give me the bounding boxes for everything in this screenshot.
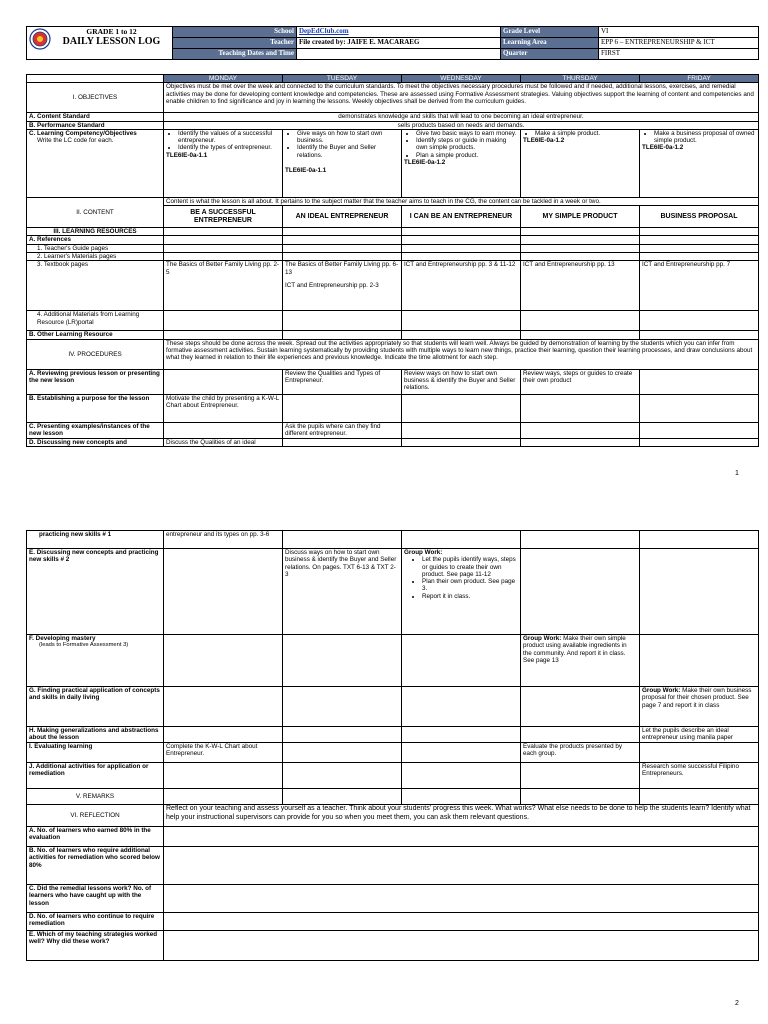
reflection-c-answer[interactable] [164, 885, 759, 913]
content-tuesday: AN IDEAL ENTREPRENEUR [283, 206, 402, 228]
textbook-tuesday [283, 261, 402, 311]
header-table [26, 26, 759, 60]
page-number-1: 1 [735, 470, 739, 477]
content-label: II. CONTENT [27, 197, 164, 227]
proc-g-friday [640, 687, 759, 727]
list-item: • Identify the types of entrepreneur. [178, 144, 280, 151]
competency-sublabel: Write the LC code for each. [37, 137, 114, 145]
proc-f-thursday [521, 635, 640, 687]
page-gap [0, 488, 768, 512]
other-resource-label: B. Other Learning Resource [27, 331, 164, 339]
textbook-friday: ICT and Entrepreneurship pp. 7 [640, 261, 759, 311]
proc-e-tuesday: Discuss ways on how to start own business & identify the Buyer and Seller relations. On pages. TXT 6-13 & TXT 2-3 [283, 549, 402, 635]
group-work-heading: Group Work: [642, 687, 681, 694]
reflection-d-answer[interactable] [164, 913, 759, 931]
content-friday: BUSINESS PROPOSAL [640, 206, 759, 228]
school-link[interactable]: DepEdClub.com [299, 27, 349, 35]
textbook-label: 3. Textbook pages [27, 261, 164, 311]
objectives-label: I. OBJECTIVES [27, 83, 164, 113]
school-label: School [173, 27, 297, 38]
lesson-table-page-2 [26, 530, 759, 961]
reflection-c-label: C. Did the remedial lessons work? No. of learners who have caught up with the lesson [27, 885, 164, 913]
competency-tuesday [283, 129, 402, 197]
proc-a-tuesday: Review the Qualities and Types of Entrepreneur. [283, 369, 402, 394]
area-label: Learning Area [501, 38, 599, 49]
lc-code: TLE6IE-0a-1.1 [166, 151, 208, 159]
lc-code: TLE6IE-0a-1.2 [404, 159, 446, 167]
school-value[interactable] [297, 27, 501, 38]
proc-e-wednesday [402, 549, 521, 635]
remarks-label: V. REMARKS [27, 789, 164, 805]
lesson-table-page-1 [26, 74, 759, 447]
resources-label: III. LEARNING RESOURCES [27, 228, 164, 236]
proc-a-label: A. Reviewing previous lesson or presenting the new lesson [27, 369, 164, 394]
title-cell [27, 27, 173, 60]
quarter-value: FIRST [599, 49, 759, 60]
day-friday: FRIDAY [640, 75, 759, 83]
tg-label: 1. Teacher's Guide pages [27, 244, 164, 252]
textbook-tuesday-1: The Basics of Better Family Living pp. 6-13 [285, 261, 399, 276]
procedures-text: These steps should be done across the week. Spread out the activities appropriately so that students will learn well. Always be guided by demonstration of learning by the students which you can infer from formative assessment activities. Sustain learning systematically by providing students with multiple ways to learn new things, practice their learning, question their learning processes, and draw conclusions about what they learned in relation to their life experiences and previous knowledge. Indicate the time allotment for each step. [164, 339, 759, 369]
list-item: • Plan their own product. See page 3. [422, 578, 518, 593]
reflection-b-label: B. No. of learners who require additional activities for remediation who scored below 80% [27, 847, 164, 885]
list-item: • Give ways on how to start own business. [297, 130, 399, 145]
reflection-e-answer[interactable] [164, 931, 759, 961]
content-text: Content is what the lesson is all about. It pertains to the subject matter that the teacher aims to teach in the CG, the content can be tackled in a week or two. [164, 197, 759, 205]
page-1 [0, 0, 768, 488]
competency-wednesday [402, 129, 521, 197]
proc-d-monday-part2: entrepreneur and its types on pp. 3-6 [164, 531, 283, 549]
proc-e-label: E. Discussing new concepts and practicing new skills # 2 [27, 549, 164, 635]
day-monday: MONDAY [164, 75, 283, 83]
page-2 [0, 512, 768, 1024]
title-grade: GRADE 1 to 12 [86, 27, 137, 36]
proc-g-label: G. Finding practical application of concepts and skills in daily living [27, 687, 164, 727]
lm-label: 2. Learner's Materials pages [27, 253, 164, 261]
objectives-text: Objectives must be met over the week and connected to the curriculum standards. To meet the objectives necessary procedures must be followed and if needed, additional lessons, exercises, and remedial activities may be done for developing content knowledge and competencies. These are assessed using Formative Assessment strategies. Valuing objectives support the learning of content and competencies and enable children to find significance and joy in learning the lessons. Weekly objectives shall be derived from the curriculum guides. [164, 83, 759, 113]
proc-b-monday: Motivate the child by presenting a K-W-L Chart about Entrepreneur. [164, 394, 283, 422]
proc-d-label-part2: practicing new skills # 1 [27, 531, 164, 549]
dates-value [297, 49, 501, 60]
proc-i-label: I. Evaluating learning [27, 743, 164, 763]
page-number-2: 2 [735, 1000, 739, 1007]
list-item: • Make a business proposal of owned simple product. [654, 130, 756, 145]
list-item: • Make a simple product. [535, 130, 637, 137]
proc-f-thursday-text: Make their own simple product using available ingredients in the community. And report it in class. See page 13 [523, 635, 627, 664]
proc-d-monday-part1: Discuss the Qualities of an ideal [164, 438, 283, 446]
content-monday: BE A SUCCESSFUL ENTREPRENEUR [164, 206, 283, 228]
competency-friday [640, 129, 759, 197]
list-item: • Identify steps or guide in making own simple products. [416, 137, 518, 152]
proc-f-label-cell [27, 635, 164, 687]
proc-c-tuesday: Ask the pupils where can they find different entrepreneur. [283, 422, 402, 438]
proc-d-label-part1: D. Discussing new concepts and [27, 438, 164, 446]
competency-thursday [521, 129, 640, 197]
lc-code: TLE6IE-0a-1.2 [523, 137, 565, 145]
references-label: A. References [27, 236, 164, 244]
performance-standard-label: B. Performance Standard [27, 121, 164, 129]
proc-i-monday: Complete the K-W-L Chart about Entrepreneur. [164, 743, 283, 763]
dates-label: Teaching Dates and Time [173, 49, 297, 60]
list-item: • Give two basic ways to earn money. [416, 130, 518, 137]
group-work-heading: Group Work: [404, 549, 443, 556]
list-item: • Let the pupils identify ways, steps or guides to create their own product. See page 11-12 [422, 556, 518, 578]
grade-label: Grade Level [501, 27, 599, 38]
list-item: • Identify the values of a successful entrepreneur. [178, 130, 280, 145]
proc-b-label: B. Establishing a purpose for the lesson [27, 394, 164, 422]
content-wednesday: I CAN BE AN ENTREPRENEUR [402, 206, 521, 228]
proc-h-friday: Let the pupils describe an ideal entrepreneur using manila paper [640, 727, 759, 743]
list-item: • Plan a simple product. [416, 152, 518, 159]
reflection-b-answer[interactable] [164, 847, 759, 885]
proc-a-wednesday: Review ways on how to start own business & identify the Buyer and Seller relations. [402, 369, 521, 394]
competency-label-cell [27, 129, 164, 197]
content-standard-text: demonstrates knowledge and skills that will lead to one becoming an ideal entrepreneur. [164, 113, 759, 121]
deped-seal-icon [29, 28, 51, 50]
reflection-d-label: D. No. of learners who continue to require remediation [27, 913, 164, 931]
day-wednesday: WEDNESDAY [402, 75, 521, 83]
additional-materials-label: 4. Additional Materials from Learning Resource (LR)portal [27, 311, 164, 331]
competency-label: C. Learning Competency/Objectives [29, 129, 137, 137]
proc-f-label: F. Developing mastery [29, 635, 96, 642]
day-tuesday: TUESDAY [283, 75, 402, 83]
procedures-label: IV. PROCEDURES [27, 339, 164, 369]
proc-h-label: H. Making generalizations and abstractions about the lesson [27, 727, 164, 743]
proc-j-label: J. Additional activities for application or remediation [27, 763, 164, 789]
proc-a-thursday: Review ways, steps or guides to create their own product [521, 369, 640, 394]
quarter-label: Quarter [501, 49, 599, 60]
corner-cell [27, 75, 164, 83]
textbook-wednesday: ICT and Entrepreneurship pp. 3 & 11-12 [402, 261, 521, 311]
proc-g-friday-text: Make their own business proposal for their chosen product. See page 7 and report it in class [642, 687, 752, 709]
proc-c-label: C. Presenting examples/instances of the new lesson [27, 422, 164, 438]
reflection-e-label: E. Which of my teaching strategies worked well? Why did these work? [27, 931, 164, 961]
textbook-tuesday-2: ICT and Entrepreneurship pp. 2-3 [285, 281, 379, 289]
teacher-label: Teacher [173, 38, 297, 49]
lc-code: TLE6IE-0a-1.2 [642, 144, 684, 152]
content-thursday: MY SIMPLE PRODUCT [521, 206, 640, 228]
performance-standard-text: sells products based on needs and demands. [164, 121, 759, 129]
area-value: EPP 6 – ENTREPRENEURSHIP & ICT [599, 38, 759, 49]
lc-code: TLE6IE-0a-1.1 [285, 167, 327, 175]
proc-i-thursday: Evaluate the products presented by each group. [521, 743, 640, 763]
competency-monday [164, 129, 283, 197]
list-item: • Report it in class. [422, 593, 518, 600]
title-main: DAILY LESSON LOG [62, 36, 161, 47]
list-item: • Identify the Buyer and Seller relations. [297, 144, 399, 159]
reflection-label: VI. REFLECTION [27, 805, 164, 827]
content-standard-label: A. Content Standard [27, 113, 164, 121]
group-work-heading: Group Work: [523, 635, 562, 642]
grade-value: VI [599, 27, 759, 38]
teacher-value: File created by: JAIFE E. MACARAEG [297, 38, 501, 49]
proc-f-sublabel: (leads to Formative Assessment 3) [39, 642, 129, 649]
reflection-a-answer[interactable] [164, 827, 759, 847]
textbook-thursday: ICT and Entrepreneurship pp. 13 [521, 261, 640, 311]
textbook-monday: The Basics of Better Family Living pp. 2-5 [164, 261, 283, 311]
day-thursday: THURSDAY [521, 75, 640, 83]
proc-j-friday: Research some successful Filipino Entrepreneurs. [640, 763, 759, 789]
reflection-text: Reflect on your teaching and assess yourself as a teacher. Think about your students' progress this week. What works? What else needs to be done to help the students learn? Identify what help your instructional supervisors can provide for you so when you meet them, you can ask them relevant questions. [164, 805, 759, 827]
reflection-a-label: A. No. of learners who earned 80% in the evaluation [27, 827, 164, 847]
